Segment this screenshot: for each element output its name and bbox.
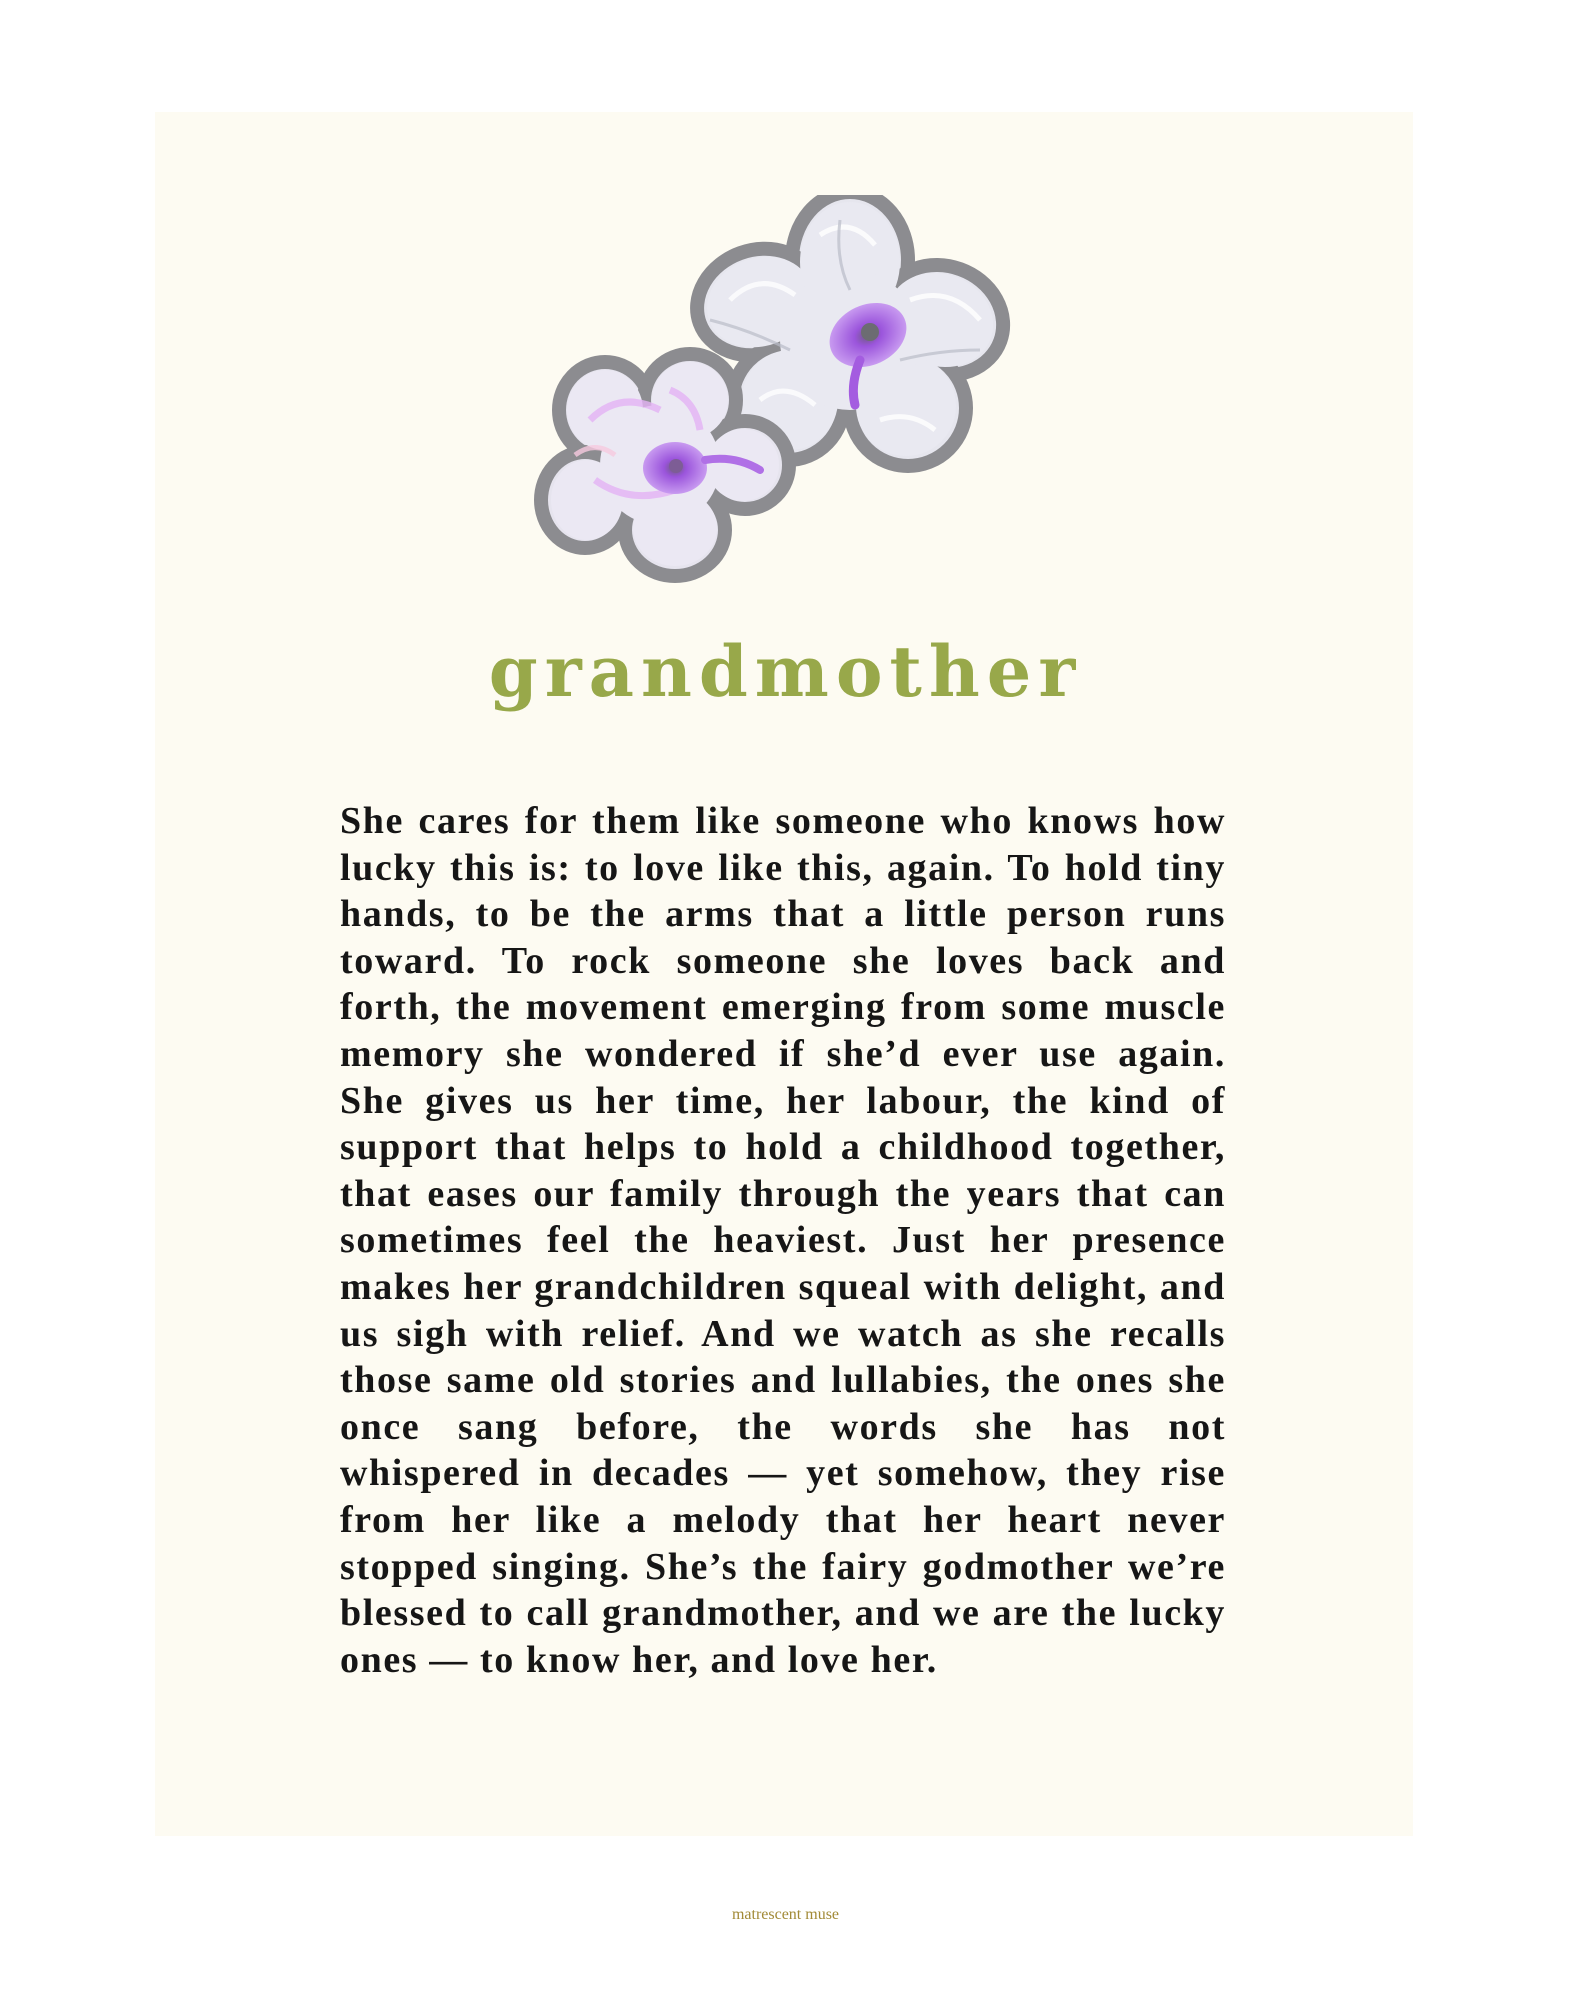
brand-footer: matrescent muse: [731, 1906, 840, 1923]
flowers-illustration: [520, 195, 1040, 585]
poem-body: She cares for them like someone who knows how lucky this is: to love like this, again. To hold tiny hands, to be the arms that a little person runs toward. To rock someone she loves back and forth, the movement emerging from some muscle memory she wondered if she’d ever use again. She gives us her time, her labour, the kind of support that helps to hold a childhood together, that eases our family through the years that can sometimes feel the heaviest. Just her presence makes her grandchildren squeal with delight, and us sigh with relief. And we watch as she recalls those same old stories and lullabies, the ones she once sang before, the words she has not whispered in decades — yet somehow, they rise from her like a melody that her heart never stopped singing. She’s the fairy godmother we’re blessed to call grandmother, and we are the lucky ones — to know her, and love her.: [340, 800, 1226, 1681]
poster-title: grandmother: [488, 630, 1083, 713]
